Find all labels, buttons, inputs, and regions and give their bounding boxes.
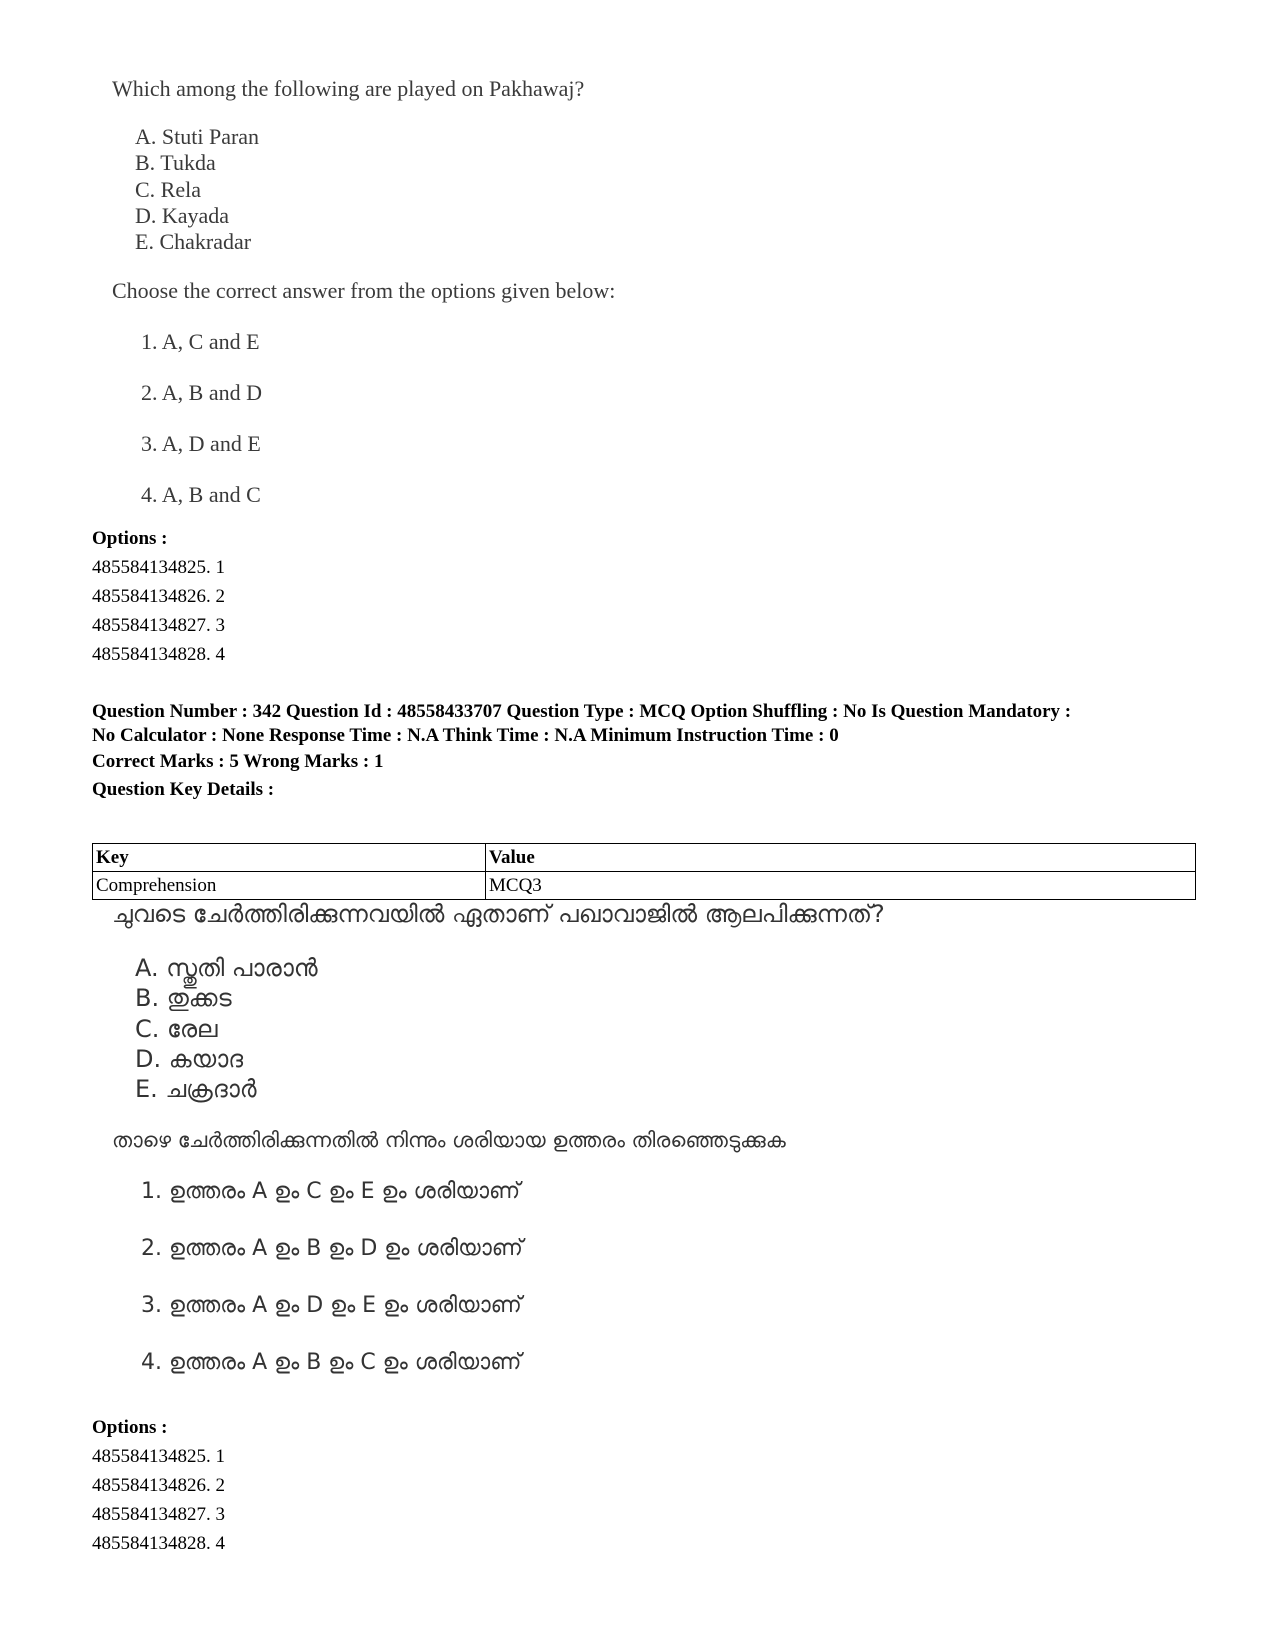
- options-label: Options :: [92, 528, 168, 549]
- question-2-choice: 1. ഉത്തരം A ഉം C ഉം E ഉം ശരിയാണ്: [141, 1179, 521, 1204]
- question-2-item: D. കയാദ: [135, 1045, 244, 1073]
- table-row: [93, 872, 1196, 900]
- option-row: 485584134826. 2: [92, 586, 225, 607]
- question-meta-line-2: No Calculator : None Response Time : N.A Think Time : N.A Minimum Instruction Time : 0: [92, 725, 839, 746]
- option-row: 485584134828. 4: [92, 1533, 225, 1554]
- option-row: 485584134827. 3: [92, 615, 225, 636]
- question-2-instruction: താഴെ ചേർത്തിരിക്കുന്നതിൽ നിന്നും ശരിയായ ഉത്തരം തിരഞ്ഞെടുക്കുക: [112, 1128, 786, 1152]
- option-row: 485584134825. 1: [92, 557, 225, 578]
- question-1-choice: 1. A, C and E: [141, 329, 260, 354]
- table-header-row: [93, 844, 1196, 872]
- question-1-stem: Which among the following are played on Pakhawaj?: [112, 76, 585, 101]
- option-row: 485584134825. 1: [92, 1446, 225, 1467]
- question-1-instruction: Choose the correct answer from the options given below:: [112, 278, 616, 303]
- options-label: Options :: [92, 1417, 168, 1438]
- question-2-choice: 3. ഉത്തരം A ഉം D ഉം E ഉം ശരിയാണ്: [141, 1293, 522, 1318]
- question-2-choice: 4. ഉത്തരം A ഉം B ഉം C ഉം ശരിയാണ്: [141, 1350, 522, 1375]
- option-row: 485584134827. 3: [92, 1504, 225, 1525]
- options-list-2: [92, 1413, 225, 1558]
- table-cell-value: MCQ3: [486, 872, 1196, 900]
- option-row: 485584134826. 2: [92, 1475, 225, 1496]
- question-2-stem: ചുവടെ ചേർത്തിരിക്കുന്നവയിൽ ഏതാണ് പഖാവാജിൽ ആലപിക്കുന്നത്?: [112, 900, 885, 928]
- option-row: 485584134828. 4: [92, 644, 225, 665]
- question-key-table: [92, 843, 1196, 900]
- table-header-value: Value: [486, 844, 1196, 872]
- question-2-item: B. തുക്കട: [135, 984, 232, 1012]
- question-2-item: E. ചക്രദാർ: [135, 1075, 257, 1103]
- question-1-choice: 4. A, B and C: [141, 482, 261, 507]
- table-cell-key: Comprehension: [93, 872, 486, 900]
- question-2-item: C. രേല: [135, 1015, 218, 1043]
- question-1-item: E. Chakradar: [135, 229, 252, 254]
- question-1-choice: 2. A, B and D: [141, 380, 262, 405]
- question-meta: [92, 700, 1202, 748]
- options-list-1: [92, 524, 225, 669]
- question-1-item: D. Kayada: [135, 203, 230, 228]
- question-1-item: C. Rela: [135, 177, 201, 202]
- question-1-item: B. Tukda: [135, 150, 216, 175]
- question-1-item: A. Stuti Paran: [135, 124, 260, 149]
- question-meta-line-1: Question Number : 342 Question Id : 48558433707 Question Type : MCQ Option Shuffling : No Is Question Mandatory :: [92, 701, 1072, 722]
- table-header-key: Key: [93, 844, 486, 872]
- question-2-item: A. സ്തുതി പാരാൻ: [135, 954, 318, 982]
- question-marks: Correct Marks : 5 Wrong Marks : 1: [92, 751, 384, 772]
- question-2-choice: 2. ഉത്തരം A ഉം B ഉം D ഉം ശരിയാണ്: [141, 1236, 523, 1261]
- question-key-details-label: Question Key Details :: [92, 779, 275, 800]
- question-1-choice: 3. A, D and E: [141, 431, 261, 456]
